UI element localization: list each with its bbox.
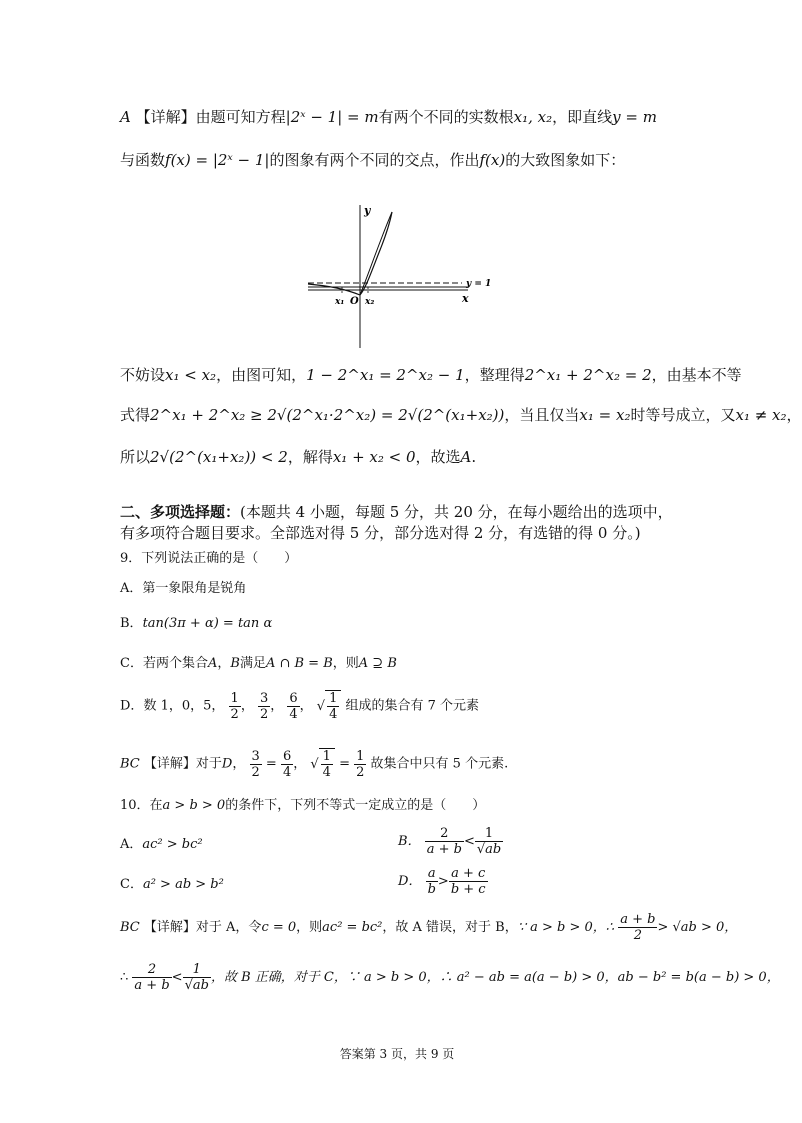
text: 所以	[120, 448, 151, 466]
numerator: 1	[356, 748, 365, 764]
denominator: b	[427, 882, 436, 897]
equation: |2ˣ − 1| = m	[285, 108, 379, 126]
denominator: 2	[251, 764, 260, 780]
text: 对于	[195, 756, 222, 772]
sqrt: √ $\frac{1}{4}$	[317, 690, 342, 722]
text: 的图象有两个不同的交点，作出	[269, 151, 480, 169]
text: ∴	[120, 970, 129, 985]
denominator: 2	[633, 928, 642, 943]
denominator: 2	[230, 706, 239, 722]
q10-option-b	[398, 826, 503, 857]
denominator: a + b	[134, 978, 170, 993]
fraction	[425, 826, 464, 857]
answer-letter: A	[460, 448, 472, 466]
q9-stem	[120, 549, 297, 569]
numerator: 1	[329, 691, 338, 706]
q9-option-c	[120, 654, 397, 674]
origin-label: O	[350, 296, 359, 307]
y-label: y	[364, 204, 371, 217]
text: 时等号成立，又	[630, 406, 736, 424]
answer-letter: A	[120, 108, 131, 126]
text: 的大致图象如下：	[505, 151, 626, 169]
numerator: 2	[132, 962, 171, 978]
text: 若两个集合	[142, 656, 208, 671]
section-desc: 有多项符合题目要求。全部选对得 5 分，部分选对得 2 分，有选错的得 0 分。)	[120, 524, 641, 542]
set-a: A	[207, 656, 218, 671]
option-label: B．	[398, 834, 421, 849]
text: 式得	[120, 406, 151, 424]
function-ref: f(x)	[479, 151, 506, 169]
text: 的条件下，下列不等式一定成立的是（ ）	[225, 798, 486, 813]
solution-line-5	[120, 447, 476, 467]
fraction	[132, 962, 171, 993]
text: 对于 A，令	[195, 920, 262, 935]
denominator: b + c	[450, 882, 486, 897]
text: ，故 A 错误，对于 B，	[382, 920, 518, 935]
q10-option-c	[120, 875, 224, 895]
option-eq: tan(3π + α) = tan α	[142, 616, 273, 631]
solution-line-2	[120, 150, 625, 170]
text: ，整理得	[464, 366, 525, 384]
condition: a > b > 0	[162, 798, 226, 813]
q9-option-b	[120, 614, 272, 634]
text: ，当且仅当	[504, 406, 580, 424]
sqrt: √ $\frac{1}{4}$	[310, 748, 335, 780]
function-graph	[300, 200, 500, 350]
inequality: 2^x₁ + 2^x₂ ≥ 2√(2^x₁·2^x₂) = 2√(2^(x₁+x₂))	[150, 406, 505, 424]
denominator: 4	[282, 764, 292, 780]
text: 满足	[239, 656, 266, 671]
option-label: A．	[120, 837, 143, 852]
radicand: ab	[192, 978, 209, 993]
fraction	[229, 691, 241, 722]
numerator: 1	[475, 826, 503, 842]
numerator: a + b	[620, 912, 656, 927]
text: 有两个不同的实数根	[378, 108, 514, 126]
solution-line-1	[120, 107, 657, 127]
section-title: 二、多项选择题：	[120, 503, 241, 521]
operator: <	[171, 970, 183, 985]
numerator: 6	[282, 748, 292, 764]
q10-stem	[120, 796, 485, 816]
fraction	[426, 866, 438, 897]
text: ，由图可知，	[216, 366, 307, 384]
text: ，解得	[287, 448, 333, 466]
fraction	[183, 962, 211, 993]
text: 10．在	[120, 798, 163, 813]
option-label: C．	[120, 656, 143, 671]
denominator: √ab	[184, 978, 209, 993]
fraction	[618, 912, 657, 943]
operator: <	[463, 834, 475, 849]
page-footer: 答案第 3 页，共 9 页	[339, 1047, 455, 1061]
denominator: 4	[329, 707, 338, 722]
denominator: 4	[322, 765, 331, 780]
equation: ac² = bc²	[322, 920, 383, 935]
solution-line-4	[120, 405, 802, 425]
radicand: ab	[485, 842, 502, 857]
x2-label: x₂	[365, 297, 375, 307]
denominator: √ab	[476, 842, 502, 857]
text: ，	[786, 406, 802, 424]
fraction	[281, 749, 293, 780]
text: ，	[217, 656, 231, 671]
fraction	[449, 866, 488, 897]
detail-tag: 【详解】	[143, 756, 196, 772]
text: ，故 B 正确，对于 C，∵ a > b > 0，∴ a² − ab = a(a − b) > 0，ab − b² = b(a − b) > 0，	[210, 970, 780, 985]
numerator: 1	[322, 749, 331, 764]
text: 由题可知方程	[195, 108, 286, 126]
function-def: f(x) = |2ˣ − 1|	[165, 151, 270, 169]
text: ，则	[332, 656, 359, 671]
denominator: 2	[259, 706, 269, 722]
option-label: C．	[120, 877, 143, 892]
result: x₁ + x₂ < 0	[332, 448, 416, 466]
line-label: y = 1	[466, 279, 492, 289]
option-eq: ac² > bc²	[142, 837, 203, 852]
equation: x₁ = x₂	[579, 406, 631, 424]
condition: x₁ < x₂	[165, 366, 217, 384]
q10-explanation-2	[120, 962, 780, 993]
text: ∵ a > b > 0，∴	[517, 920, 615, 935]
text: > √ab > 0，	[657, 920, 738, 935]
text: 故集合中只有 5 个元素.	[370, 756, 509, 772]
numerator: 2	[425, 826, 464, 842]
x-label: x	[462, 292, 469, 305]
numerator: 1	[230, 690, 239, 706]
answer: BC	[120, 920, 140, 935]
roots: x₁, x₂	[513, 108, 553, 126]
text: 数 1，0，5，	[143, 698, 225, 714]
equation: c = 0	[261, 920, 297, 935]
q9-option-d: D．数 1，0，5， $\frac{1}{2}$ ， $\frac{3}{2}$ ， $\frac{6}{4}$ ， √ $\frac{1}{4}$ 组成的集合有 7 个元素	[120, 690, 480, 722]
numerator: 1	[183, 962, 211, 978]
denominator: a + b	[426, 842, 462, 857]
section-header-line-2	[120, 523, 641, 543]
q10-explanation-1	[120, 912, 737, 943]
option-eq: a² > ab > b²	[142, 877, 224, 892]
set-b: B	[230, 656, 240, 671]
fraction	[258, 691, 270, 722]
option-label: D．	[398, 874, 422, 889]
option-ref: D	[221, 756, 233, 772]
detail-tag: 【详解】	[135, 108, 196, 126]
equation: A ∩ B = B	[265, 656, 333, 671]
equation: A ⊇ B	[358, 656, 397, 671]
numerator: a + c	[449, 866, 488, 882]
text: 组成的集合有 7 个元素	[345, 698, 480, 714]
numerator: 3	[259, 690, 269, 706]
section-header-line-1	[120, 502, 673, 522]
text: 不妨设	[120, 366, 166, 384]
fraction	[250, 749, 262, 780]
operator: >	[437, 874, 449, 889]
numerator: 3	[251, 748, 260, 764]
option-label: D．	[120, 698, 144, 714]
text: ，由基本不等	[651, 366, 742, 384]
q9-explanation: BC 【详解】对于D， $\frac{3}{2}$ = $\frac{6}{4}$ ， √ $\frac{1}{4}$ = $\frac{1}{2}$ 故集合中只有 5 个元素.	[120, 748, 509, 780]
equation: 1 − 2^x₁ = 2^x₂ − 1	[306, 366, 465, 384]
text: .	[471, 448, 477, 466]
text: ，则	[296, 920, 323, 935]
inequality: x₁ ≠ x₂	[735, 406, 787, 424]
fraction	[327, 691, 339, 722]
fraction	[321, 749, 333, 780]
option-text: A．第一象限角是锐角	[120, 581, 247, 596]
q10-option-d	[398, 866, 488, 897]
fraction	[475, 826, 503, 857]
fraction	[354, 749, 366, 780]
option-label: B．	[120, 616, 143, 631]
question-stem: 9．下列说法正确的是（ ）	[120, 551, 298, 566]
line-eq: y = m	[612, 108, 657, 126]
q10-option-a	[120, 835, 203, 855]
numerator: a	[426, 866, 438, 882]
inequality: 2√(2^(x₁+x₂)) < 2	[150, 448, 288, 466]
detail-tag: 【详解】	[143, 920, 196, 935]
answer: BC	[120, 756, 140, 772]
fraction	[287, 691, 299, 722]
solution-line-3	[120, 365, 742, 385]
text: ，即直线	[552, 108, 613, 126]
equation: 2^x₁ + 2^x₂ = 2	[524, 366, 652, 384]
text: ，故选	[415, 448, 461, 466]
text: 与函数	[120, 151, 166, 169]
denominator: 4	[289, 706, 298, 722]
numerator: 6	[289, 690, 298, 706]
section-desc: (本题共 4 小题，每题 5 分，共 20 分，在每小题给出的选项中，	[240, 503, 673, 521]
x1-label: x₁	[335, 297, 345, 307]
q9-option-a	[120, 579, 246, 599]
denominator: 2	[356, 764, 365, 780]
